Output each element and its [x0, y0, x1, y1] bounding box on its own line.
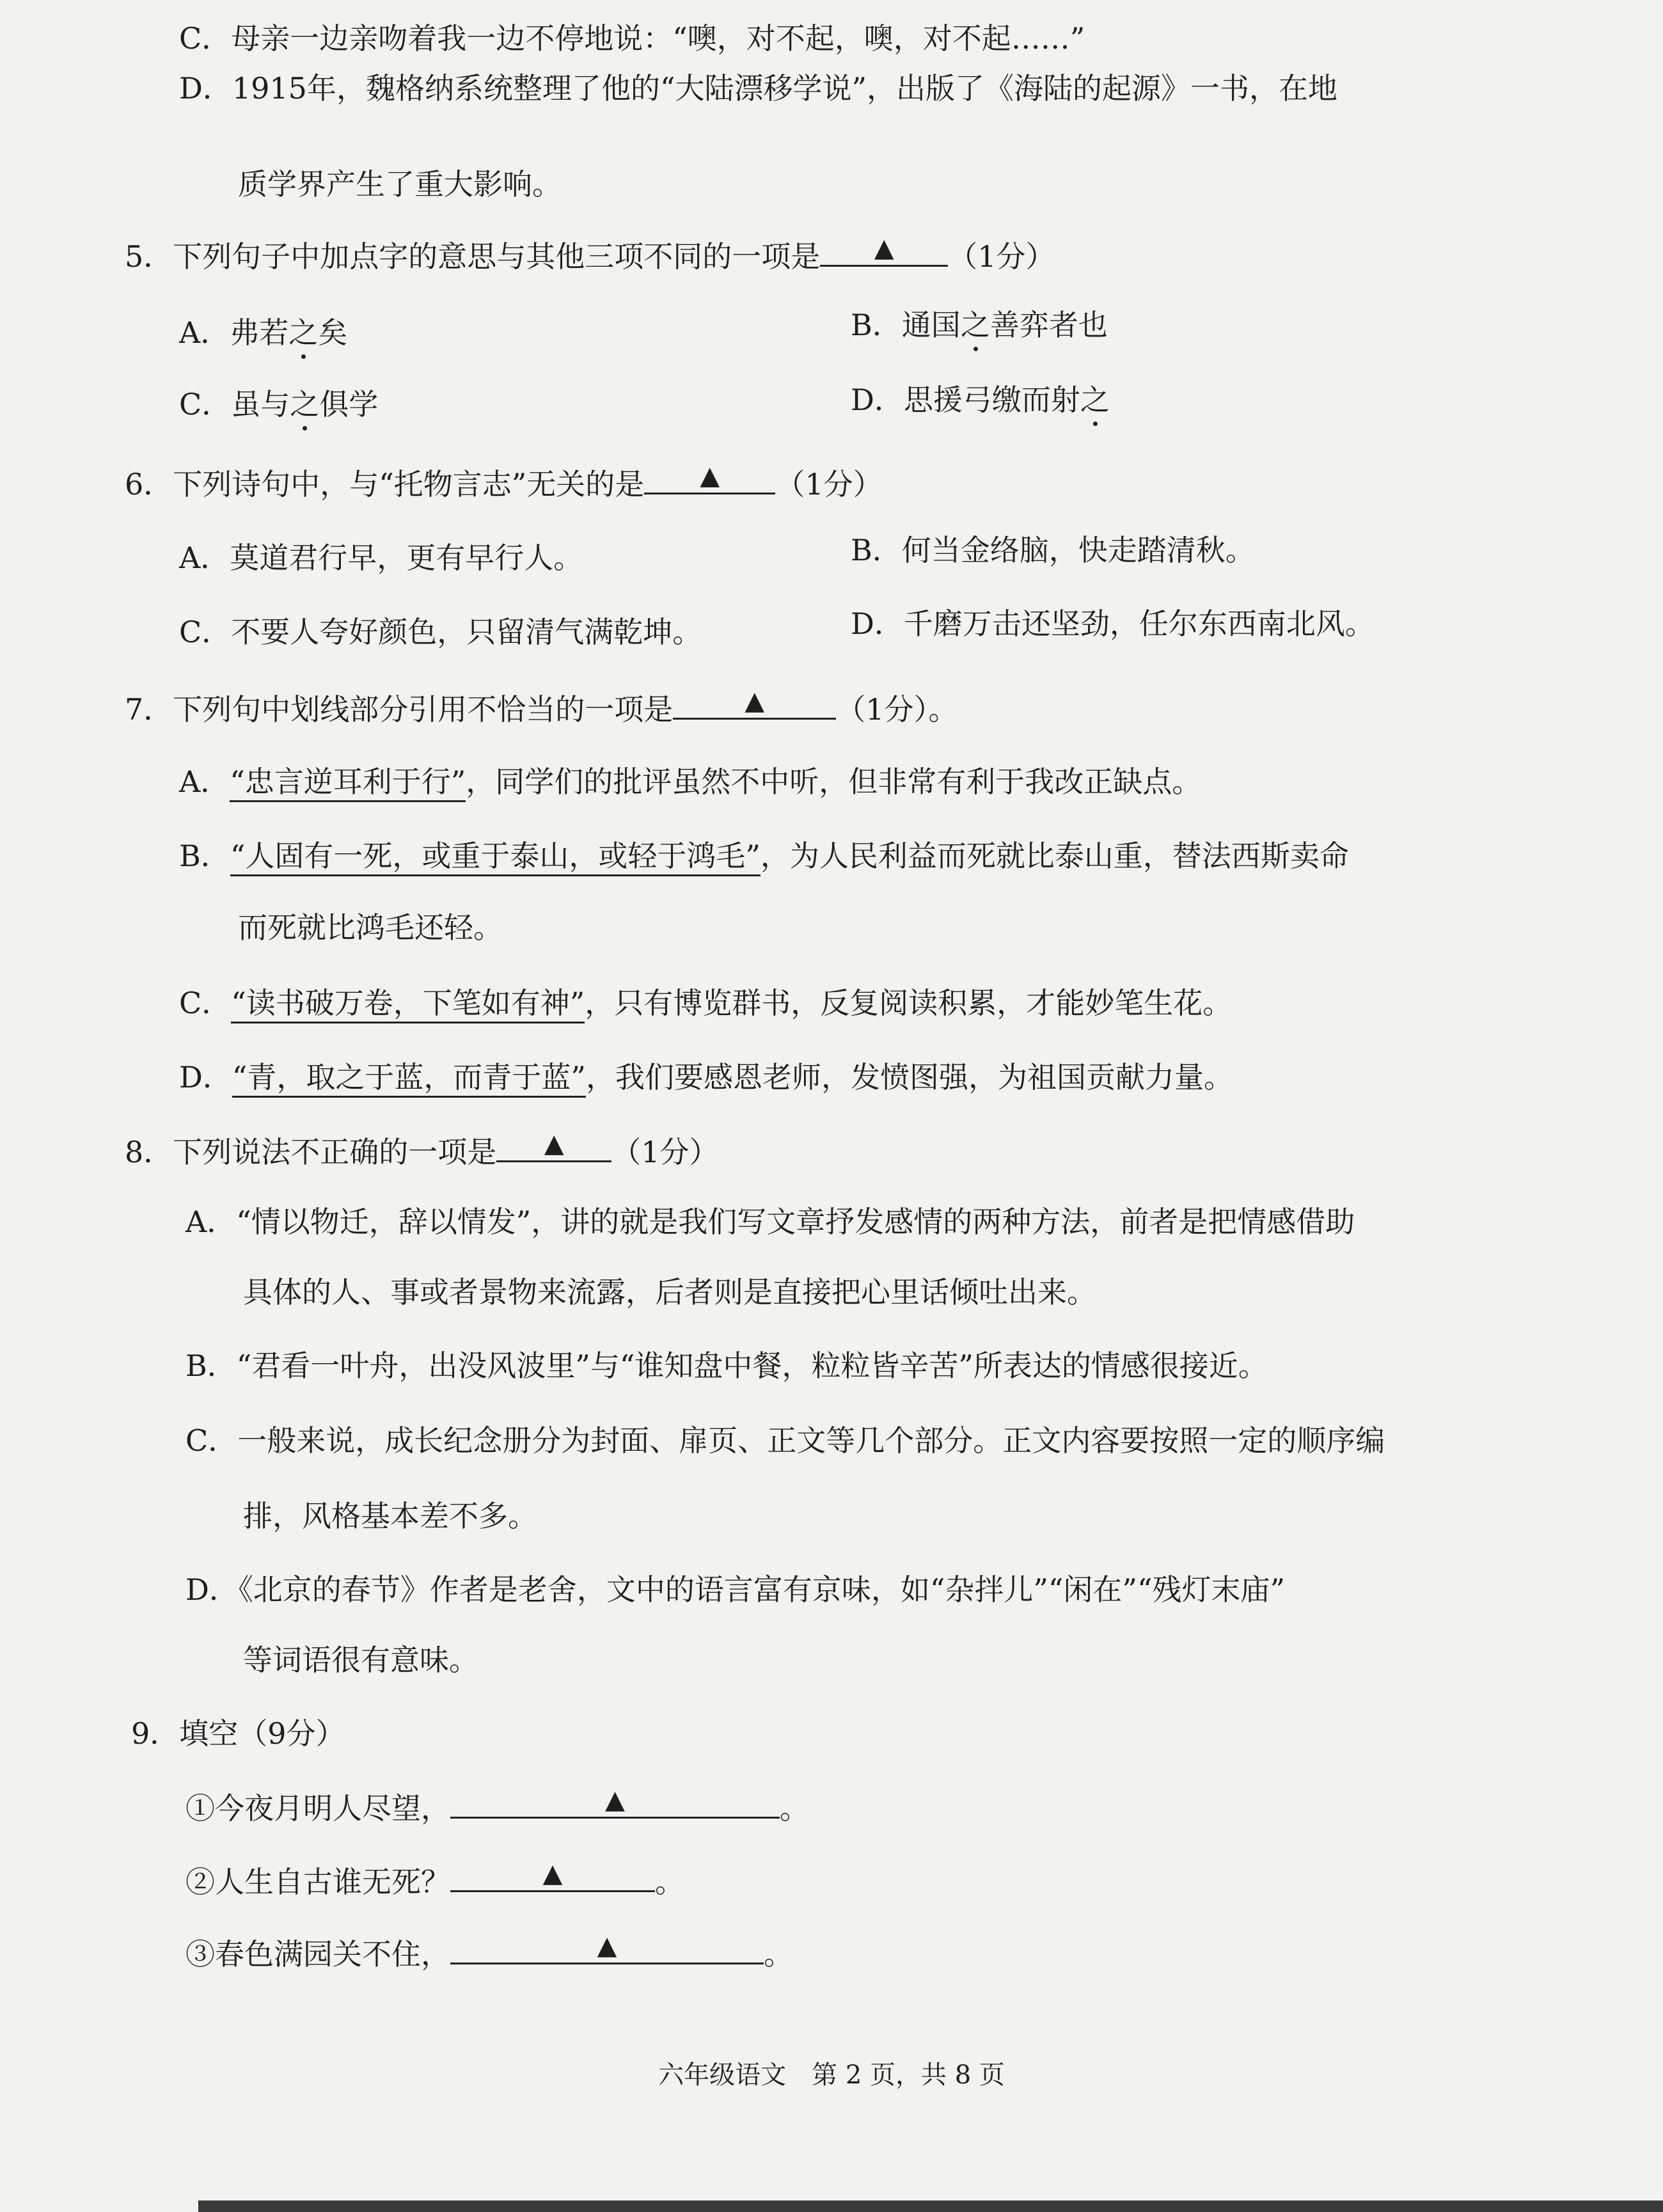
q6-option-c: C．不要人夸好颜色，只留清气满乾坤。 [179, 615, 702, 649]
underlined-quote: “读书破万卷，下笔如有神” [231, 986, 585, 1023]
dotted-char: 之 [290, 387, 320, 422]
dotted-char: 之 [1080, 383, 1110, 417]
q5-stem: 5．下列句子中加点字的意思与其他三项不同的一项是 [125, 239, 821, 274]
q9-item-1: ①今夜月明人尽望， ▲ 。 [185, 1785, 809, 1826]
dotted-char: 之 [288, 315, 319, 350]
q8-option-c-line2: 排，风格基本差不多。 [243, 1499, 537, 1533]
underlined-quote: “青，取之于蓝，而青于蓝” [232, 1060, 586, 1098]
q5-question [125, 234, 1055, 276]
q8-option-c-line1: C．一般来说，成长纪念册分为封面、扉页、正文等几个部分。正文内容要按照一定的顺序编 [185, 1423, 1385, 1458]
q8-stem: 8．下列说法不正确的一项是 [125, 1135, 497, 1169]
q7-option-d: D．“青，取之于蓝，而青于蓝”，我们要感恩老师，发愤图强，为祖国贡献力量。 [179, 1058, 1233, 1096]
dotted-char: 之 [960, 308, 990, 342]
q8-option-a-line1: A．“情以物迁，辞以情发”，讲的就是我们写文章抒发感情的两种方法，前者是把情感借助 [185, 1205, 1355, 1239]
q4-option-c: C．母亲一边亲吻着我一边不停地说：“噢，对不起，噢，对不起……” [179, 21, 1085, 56]
q9-item-3: ③春色满园关不住， ▲ 。 [185, 1931, 793, 1971]
q7-option-b-line2: 而死就比鸿毛还轻。 [238, 910, 503, 945]
q7-answer-blank[interactable]: ▲ [673, 687, 836, 720]
q9-item-1-blank[interactable]: ▲ [450, 1786, 780, 1819]
q8-answer-blank[interactable]: ▲ [496, 1130, 611, 1162]
q5-answer-blank[interactable]: ▲ [820, 234, 948, 267]
underlined-quote: “人固有一死，或重于泰山，或轻于鸿毛” [230, 839, 761, 876]
q5-option-d: D．思援弓缴而射之 [851, 383, 1110, 417]
q9-item-2-blank[interactable]: ▲ [450, 1860, 655, 1892]
q6-question [125, 462, 883, 503]
q4-option-d-line1: D．1915年，魏格纳系统整理了他的“大陆漂移学说”，出版了《海陆的起源》一书，在地 [179, 71, 1337, 106]
page-footer: 六年级语文 第 2 页，共 8 页 [658, 2060, 1005, 2090]
q6-option-a: A．莫道君行早，更有早行人。 [179, 541, 583, 575]
q7-points: （1分）。 [836, 692, 958, 727]
q5-option-c: C．虽与之俱学 [179, 387, 379, 422]
q8-question [125, 1130, 719, 1171]
q9-item-2: ②人生自古谁无死？ ▲ 。 [185, 1859, 684, 1899]
underlined-quote: “忠言逆耳利于行” [230, 764, 466, 802]
q6-stem: 6．下列诗句中，与“托物言志”无关的是 [125, 467, 645, 502]
q7-option-a: A．“忠言逆耳利于行”，同学们的批评虽然不中听，但非常有利于我改正缺点。 [179, 762, 1201, 801]
q7-stem: 7．下列句中划线部分引用不恰当的一项是 [125, 692, 674, 727]
q9-item-3-blank[interactable]: ▲ [450, 1932, 764, 1964]
q9-question: 9．填空（9分） [131, 1716, 345, 1751]
q8-option-b: B．“君看一叶舟，出没风波里”与“谁知盘中餐，粒粒皆辛苦”所表达的情感很接近。 [185, 1348, 1268, 1383]
q6-answer-blank[interactable]: ▲ [644, 462, 775, 494]
page-edge-shadow [198, 2200, 1663, 2212]
q7-option-b: B．“人固有一死，或重于泰山，或轻于鸿毛”，为人民利益而死就比泰山重，替法西斯卖命 [179, 837, 1349, 875]
q8-points: （1分） [611, 1135, 719, 1169]
q5-option-b: B．通国之善弈者也 [851, 308, 1108, 342]
q8-option-d-line1: D．《北京的春节》作者是老舍，文中的语言富有京味，如“杂拌儿”“闲在”“残灯末庙” [185, 1572, 1285, 1607]
q7-option-c: C．“读书破万卷，下笔如有神”，只有博览群书，反复阅读积累，才能妙笔生花。 [179, 984, 1232, 1022]
q7-question [125, 687, 958, 729]
q8-option-d-line2: 等词语很有意味。 [243, 1643, 478, 1677]
q8-option-a-line2: 具体的人、事或者景物来流露，后者则是直接把心里话倾吐出来。 [243, 1275, 1096, 1309]
q5-points: （1分） [948, 239, 1055, 274]
q5-option-a: A．弗若之矣 [179, 315, 348, 350]
q6-points: （1分） [775, 467, 883, 502]
q4-option-d-line2: 质学界产生了重大影响。 [238, 167, 562, 201]
q6-option-d: D．千磨万击还坚劲，任尔东西南北风。 [851, 606, 1375, 641]
q6-option-b: B．何当金络脑，快走踏清秋。 [851, 533, 1255, 567]
